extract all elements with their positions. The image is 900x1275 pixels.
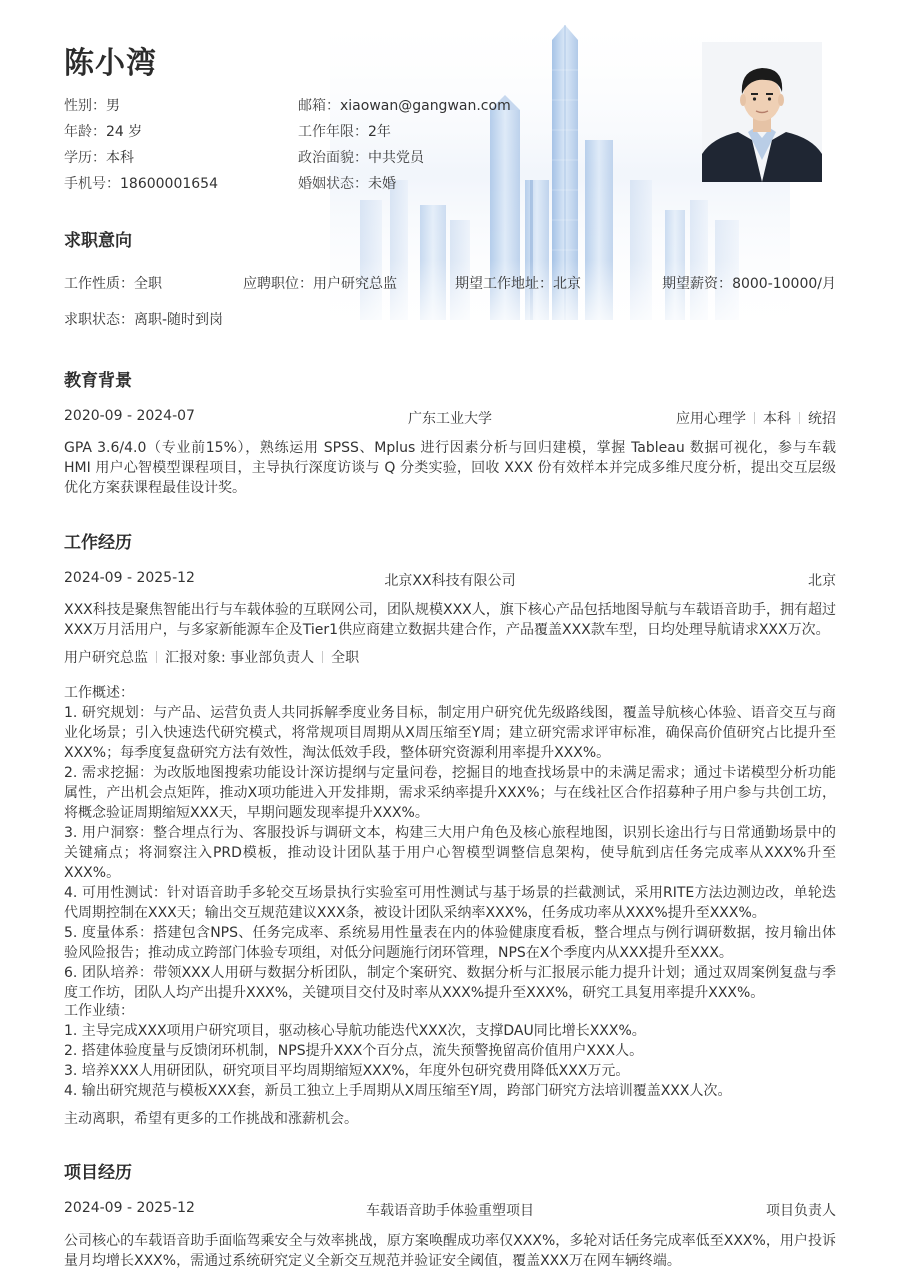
list-item: 1. 研究规划：与产品、运营负责人共同拆解季度业务目标，制定用户研究优先级路线图，覆盖导航核心体验、语音交互与商业化场景；引入快速迭代研究模式，将常规项目周期从X周压缩至Y周；建立研究需求评审标准，确保高价值研究占比提升至XXX%；每季度复盘研究方法有效性，淘汰低效手段，整体研究资源利用率提升XXX%。 xyxy=(64,705,836,761)
work-city: 北京 xyxy=(808,573,836,589)
list-item: 2. 需求挖掘：为改版地图搜索功能设计深访提纲与定量问卷，挖掘目的地查找场景中的未满足需求；通过卡诺模型分析功能属性，产出机会点矩阵，推动X项功能进入开发排期，需求采纳率提升XXX%；与在线社区合作招募种子用户参与共创工坊，将概念验证周期缩短XXX天，早期问题发现率提升XXX%。 xyxy=(64,765,836,821)
project-header-row xyxy=(64,1200,836,1220)
project-role: 项目负责人 xyxy=(766,1203,836,1219)
education-period: 2020-09 - 2024-07 xyxy=(64,408,195,424)
project-period: 2024-09 - 2025-12 xyxy=(64,1200,195,1216)
intent-location: 期望工作地址：北京 xyxy=(455,276,581,292)
avatar xyxy=(702,42,822,182)
section-title-education: 教育背景 xyxy=(64,371,132,391)
phone-field: 手机号：18600001654 xyxy=(64,176,218,192)
education-school: 广东工业大学 xyxy=(408,411,492,427)
email-field: 邮箱：xiaowan@gangwan.com xyxy=(298,98,511,114)
age-field: 年龄：24 岁 xyxy=(64,124,143,140)
education-level-field: 学历：本科 xyxy=(64,150,134,166)
work-years-field: 工作年限：2年 xyxy=(298,124,391,140)
email-link[interactable]: xiaowan@gangwan.com xyxy=(340,98,511,114)
divider xyxy=(322,651,323,663)
marital-status-field: 婚姻状态：未婚 xyxy=(298,176,396,192)
work-company-intro: XXX科技是聚焦智能出行与车载体验的互联网公司，团队规模XXX人，旗下核心产品包括地图导航与车载语音助手，拥有超过XXX万月活用户，与多家新能源车企及Tier1供应商建立数据共建合作，产品覆盖XXX款车型，日均处理导航请求XXX万次。 xyxy=(64,602,836,638)
list-item: 4. 可用性测试：针对语音助手多轮交互场景执行实验室可用性测试与基于场景的拦截测试，采用RITE方法边测边改，单轮迭代周期控制在XXX天；输出交互规范建议XXX条，被设计团队采纳率XXX%，任务成功率从XXX%提升至XXX%。 xyxy=(64,885,836,921)
portrait-image xyxy=(702,42,822,182)
work-summary xyxy=(64,683,836,1003)
work-header-row xyxy=(64,570,836,590)
work-company: 北京XX科技有限公司 xyxy=(384,573,516,589)
work-role-row: 用户研究总监 汇报对象: 事业部负责人 全职 xyxy=(64,650,360,666)
work-achievements-title: 工作业绩： xyxy=(64,1003,134,1019)
intent-status: 求职状态：离职-随时到岗 xyxy=(64,312,224,328)
list-item: 6. 团队培养：带领XXX人用研与数据分析团队，制定个案研究、数据分析与汇报展示能力提升计划；通过双周案例复盘与季度工作坊，团队人均产出提升XXX%，关键项目交付及时率从XXX%提升至XXX%，研究工具复用率提升XXX%。 xyxy=(64,965,836,1001)
list-item: 1. 主导完成XXX项用户研究项目，驱动核心导航功能迭代XXX次，支撑DAU同比增长XXX%。 xyxy=(64,1023,646,1039)
section-title-intent: 求职意向 xyxy=(64,231,132,251)
intent-salary: 期望薪资：8000-10000/月 xyxy=(662,276,836,292)
work-period: 2024-09 - 2025-12 xyxy=(64,570,195,586)
gender-field: 性别：男 xyxy=(64,98,120,114)
intent-position: 应聘职位：用户研究总监 xyxy=(243,276,397,292)
list-item: 3. 培养XXX人用研团队，研究项目平均周期缩短XXX%，年度外包研究费用降低XXX万元。 xyxy=(64,1063,630,1079)
work-achievements xyxy=(64,1001,836,1101)
project-name: 车载语音助手体验重塑项目 xyxy=(366,1203,534,1219)
section-title-project: 项目经历 xyxy=(64,1163,132,1183)
education-header-row xyxy=(64,408,836,428)
divider xyxy=(799,412,800,424)
section-title-work: 工作经历 xyxy=(64,533,132,553)
candidate-name: 陈小湾 xyxy=(64,46,157,81)
intent-work-type: 工作性质：全职 xyxy=(64,276,162,292)
project-description: 公司核心的车载语音助手面临驾乘安全与效率挑战，原方案唤醒成功率仅XXX%，多轮对话任务完成率低至XXX%，用户投诉量月均增长XXX%，需通过系统研究定义全新交互规范并验证安全阈值，覆盖XXX万在网车辆终端。 xyxy=(64,1233,836,1269)
education-description: GPA 3.6/4.0（专业前15%），熟练运用 SPSS、Mplus 进行因素分析与回归建模，掌握 Tableau 数据可视化，参与车载 HMI 用户心智模型课程项目，主导执行深度访谈与 Q 分类实验，回收 XXX 份有效样本并完成多维尺度分析，提出交互层级优化方案获课程最佳设计奖。 xyxy=(64,440,836,496)
list-item: 5. 度量体系：搭建包含NPS、任务完成率、系统易用性量表在内的体验健康度看板，整合埋点与例行调研数据，按月输出体验风险报告；推动成立跨部门体验专项组，对低分问题施行闭环管理，NPS在X个季度内从XXX提升至XXX。 xyxy=(64,925,836,961)
work-leave-reason: 主动离职，希望有更多的工作挑战和涨薪机会。 xyxy=(64,1111,358,1127)
divider xyxy=(156,651,157,663)
work-summary-title: 工作概述： xyxy=(64,685,134,701)
education-meta: 应用心理学 本科 统招 xyxy=(676,411,836,427)
list-item: 4. 输出研究规范与模板XXX套，新员工独立上手周期从X周压缩至Y周，跨部门研究方法培训覆盖XXX人次。 xyxy=(64,1083,732,1099)
political-status-field: 政治面貌：中共党员 xyxy=(298,150,424,166)
divider xyxy=(754,412,755,424)
list-item: 3. 用户洞察：整合埋点行为、客服投诉与调研文本，构建三大用户角色及核心旅程地图，识别长途出行与日常通勤场景中的关键痛点；将洞察注入PRD模板，推动设计团队基于用户心智模型调整信息架构，使导航到店任务完成率从XXX%升至XXX%。 xyxy=(64,825,836,881)
list-item: 2. 搭建体验度量与反馈闭环机制，NPS提升XXX个百分点，流失预警挽留高价值用户XXX人。 xyxy=(64,1043,644,1059)
